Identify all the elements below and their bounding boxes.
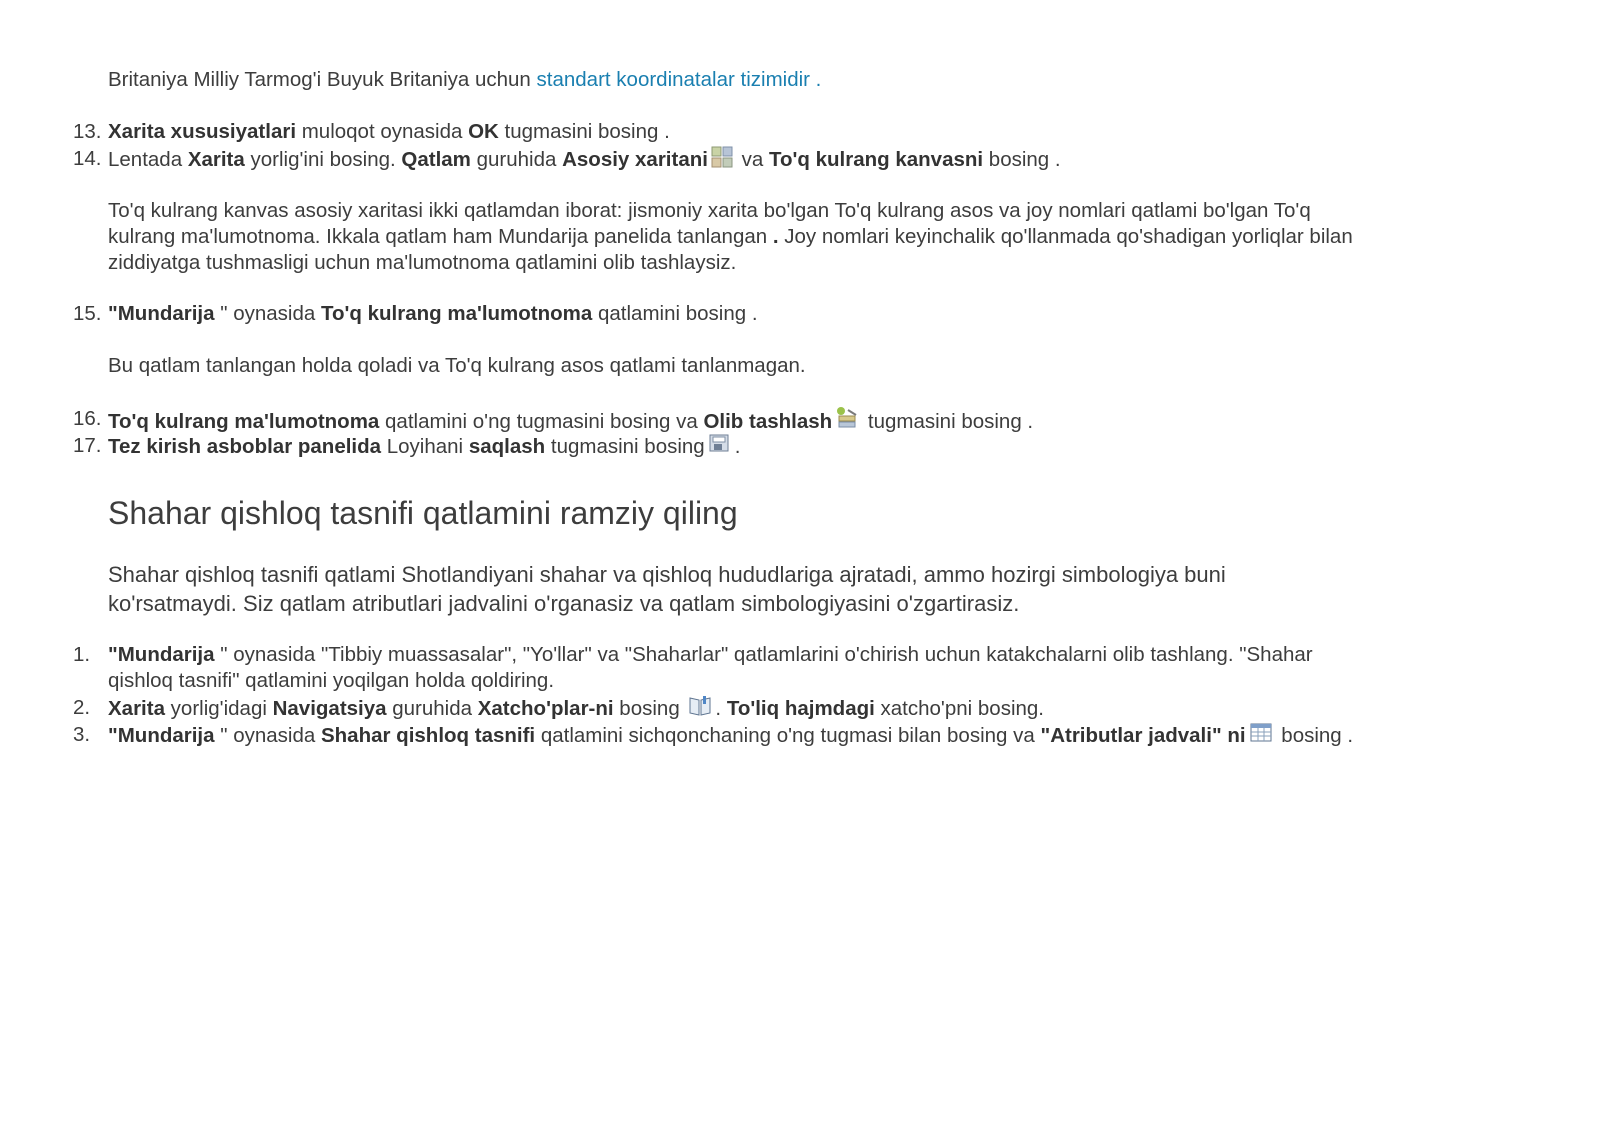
s2-bold-2: Navigatsiya (272, 697, 387, 720)
intro-line (108, 67, 821, 93)
step-13 (108, 119, 670, 145)
section-para-line-1: Shahar qishloq tasnifi qatlami Shotlandiyani shahar va qishloq hududlariga ajratadi, ammo hozirgi simbologiya buni (108, 562, 1226, 587)
step-16-number: 16. (73, 407, 102, 430)
step-17-text-1: Loyihani (381, 435, 469, 458)
s2-text-1: yorlig'idagi (164, 697, 273, 720)
s1-text-1: " oynasida "Tibbiy muassasalar", "Yo'llar" va "Shaharlar" qatlamlarini o'chirish uchun katakchalarni olib tashlang. "Shahar (214, 643, 1313, 666)
step-14-text-3: guruhida (470, 148, 563, 171)
s3-text-1: " oynasida (214, 724, 321, 747)
step-14-text-2: yorlig'ini bosing. (244, 148, 402, 171)
s1-line-2: qishloq tasnifi" qatlamini yoqilgan holda qoldiring. (108, 669, 555, 692)
s2-bold-1: Xarita (108, 697, 165, 720)
s1-line-1 (108, 642, 1313, 668)
note-14-bold-period: . (772, 225, 779, 248)
s2-text-4: . (715, 697, 727, 720)
s2-text-2: guruhida (386, 697, 478, 720)
s3-number: 3. (73, 723, 91, 746)
step-15-text-1: " oynasida (214, 302, 321, 325)
s3-text-2: qatlamini sichqonchaning o'ng tugmasi bilan bosing va (535, 724, 1041, 747)
intro-text: Britaniya Milliy Tarmog'i Buyuk Britaniya uchun (108, 68, 537, 91)
remove-layer-icon (835, 406, 859, 437)
intro-end: . (809, 68, 822, 91)
coordinate-system-link[interactable]: standart koordinatalar tizimidir (536, 68, 810, 91)
basemap-icon (711, 146, 733, 175)
note-14-text-c: Joy nomlari keyinchalik qo'llanmada qo'shadigan yorliqlar bilan (778, 225, 1353, 248)
step-14-bold-3: Asosiy xaritani (562, 148, 708, 171)
s3 (108, 722, 1353, 751)
note-14-line-2 (108, 224, 1353, 250)
s3-text-3: bosing . (1275, 724, 1354, 747)
s3-bold-3: "Atributlar jadvali" ni (1040, 724, 1246, 747)
step-15-number: 15. (73, 302, 102, 325)
step-14-bold-1: Xarita (187, 148, 245, 171)
step-16-text-1: qatlamini o'ng tugmasini bosing va (379, 410, 704, 433)
step-17-text-3: . (734, 435, 741, 458)
step-14-text-1: Lentada (108, 148, 188, 171)
section-heading: Shahar qishloq tasnifi qatlamini ramziy qiling (108, 495, 738, 531)
s2-text-5: xatcho'pni bosing. (874, 697, 1044, 720)
step-15-bold-1: "Mundarija (108, 302, 215, 325)
step-15 (108, 301, 758, 327)
step-14-number: 14. (73, 147, 102, 170)
step-16-bold-2: Olib tashlash (703, 410, 833, 433)
step-15-text-2: qatlamini bosing . (592, 302, 758, 325)
step-17-bold-2: saqlash (468, 435, 546, 458)
s2 (108, 695, 1044, 724)
step-17-text-2: tugmasini bosing (545, 435, 705, 458)
step-13-bold-1: Xarita xususiyatlari (108, 120, 297, 143)
s1-number: 1. (73, 643, 91, 666)
step-13-text-2: tugmasini bosing . (498, 120, 670, 143)
save-project-icon (708, 433, 732, 462)
step-16-bold-1: To'q kulrang ma'lumotnoma (108, 410, 380, 433)
step-14-text-4: va (735, 148, 769, 171)
s2-bold-3: Xatcho'plar-ni (477, 697, 614, 720)
note-14-line-1: To'q kulrang kanvas asosiy xaritasi ikki qatlamdan iborat: jismoniy xarita bo'lgan To'q kulrang asos va joy nomlari qatlami bo'lgan To'q (108, 199, 1311, 222)
step-17-bold-1: Tez kirish asboblar panelida (108, 435, 382, 458)
step-13-bold-2: OK (468, 120, 499, 143)
s2-bold-4: To'liq hajmdagi (726, 697, 875, 720)
step-14-bold-2: Qatlam (401, 148, 471, 171)
step-13-text-1: muloqot oynasida (296, 120, 469, 143)
note-14-text-a: kulrang ma'lumotnoma. Ikkala qatlam ham Mundarija panelida tanlangan (108, 225, 773, 248)
step-16-text-2: tugmasini bosing . (862, 410, 1034, 433)
bookmarks-icon (688, 695, 712, 724)
s2-text-3: bosing (613, 697, 686, 720)
s3-bold-1: "Mundarija (108, 724, 215, 747)
step-14 (108, 146, 1061, 175)
note-14-line-3: ziddiyatga tushmasligi uchun ma'lumotnoma qatlamini olib tashlaysiz. (108, 251, 737, 274)
note-15: Bu qatlam tanlangan holda qoladi va To'q kulrang asos qatlami tanlanmagan. (108, 354, 806, 377)
step-15-bold-2: To'q kulrang ma'lumotnoma (320, 302, 593, 325)
s1-bold-1: "Mundarija (108, 643, 215, 666)
s2-number: 2. (73, 696, 91, 719)
attribute-table-icon (1249, 722, 1273, 751)
section-para-line-2: ko'rsatmaydi. Siz qatlam atributlari jadvalini o'rganasiz va qatlam simbologiyasini o'zgartirasiz. (108, 591, 1020, 616)
step-14-text-5: bosing . (983, 148, 1061, 171)
step-14-bold-4: To'q kulrang kanvasni (768, 148, 984, 171)
s3-bold-2: Shahar qishloq tasnifi (320, 724, 536, 747)
step-13-number: 13. (73, 120, 102, 143)
step-17 (108, 433, 740, 462)
step-17-number: 17. (73, 434, 102, 457)
